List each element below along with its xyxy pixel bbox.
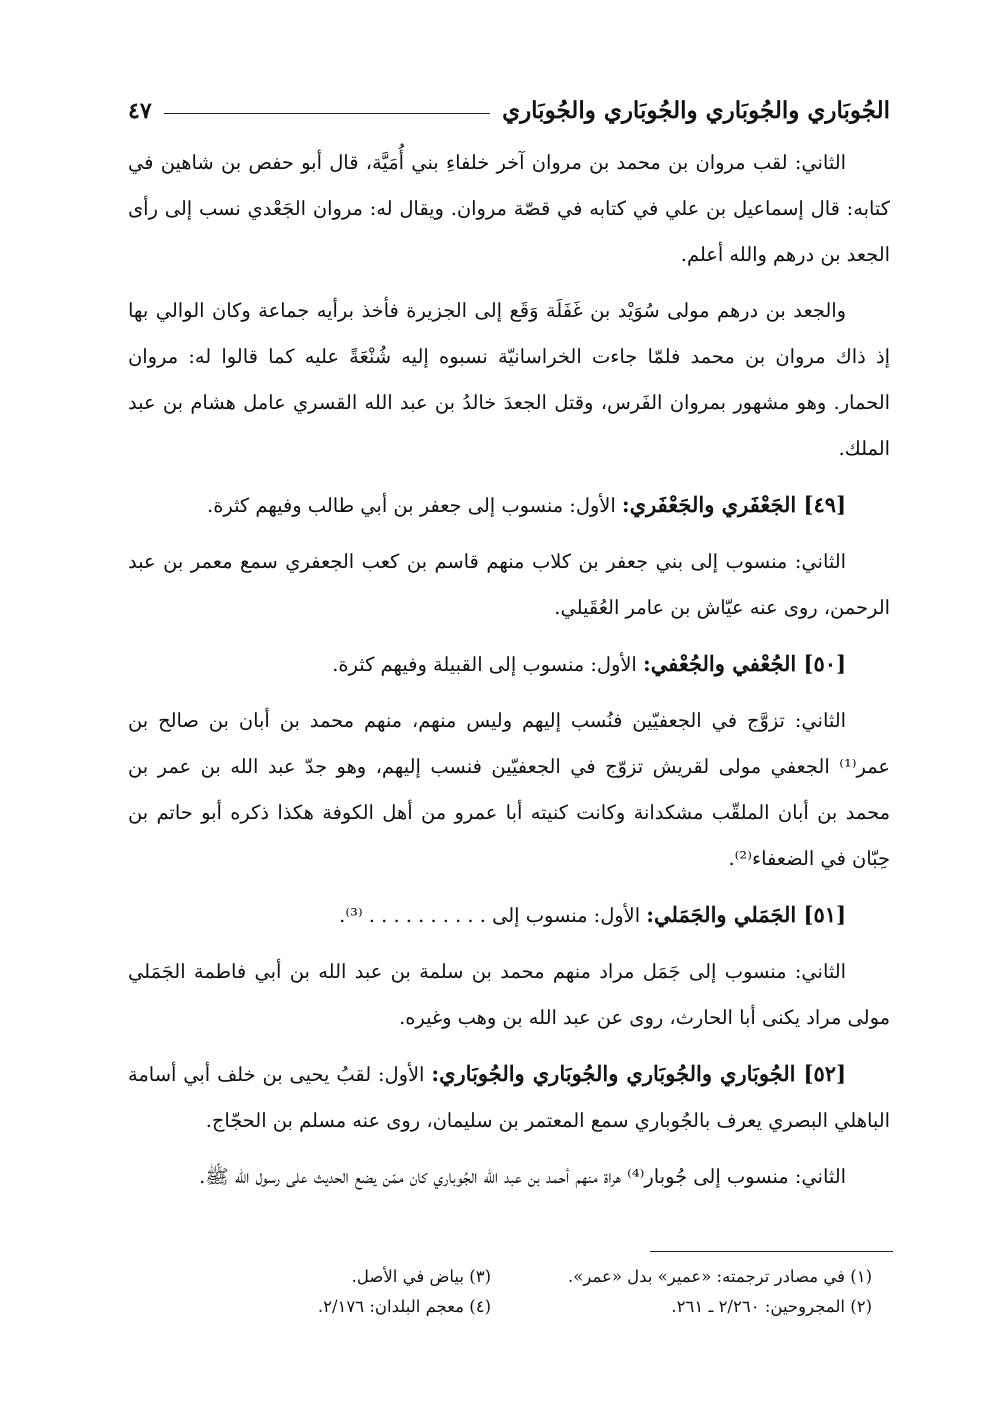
header-title: الجُوبَاري والجُوبَاري والجُوبَاري والجُوبَاري	[502, 97, 890, 124]
entry-heading: [٤٩] الجَعْفَري والجَعْفَري:	[621, 492, 846, 517]
footnotes	[128, 1262, 890, 1322]
paragraph: الثاني: لقب مروان بن محمد بن مروان آخر خلفاءِ بني أُمَيَّة، قال أبو حفص بن شاهين في كتابه: قال إسماعيل بن علي في كتابه في قصّة مروان. ويقال له: مروان الجَعْدي نسب إلى رأى الجعد بن درهم والله أعلم.	[128, 151, 890, 266]
paragraph: الثاني: منسوب إلى بني جعفر بن كلاب منهم قاسم بن كعب الجعفري سمع معمر بن عبد الرحمن، روى عنه عيّاش بن عامر العُقَيلي.	[128, 550, 890, 619]
entry-paragraph: [٤٩] الجَعْفَري والجَعْفَري: الأول: منسوب إلى جعفر بن أبي طالب وفيهم كثرة.	[207, 492, 846, 517]
paragraph: الثاني: تزوَّج في الجعفيّين فنُسب إليهم وليس منهم، منهم محمد بن أبان بن صالح بن عمر⁽¹⁾ الجعفي مولى لقريش تزوّج في الجعفيّين فنسب إليهم، وهو جدّ عبد الله بن عمر بن محمد بن أبان الملقّب مشكدانة وكانت كنيته أبا عمرو من أهل الكوفة هكذا ذكره أبو حاتم بن حِبّان في الضعفاء⁽²⁾.	[128, 709, 890, 870]
header-rule	[164, 113, 490, 114]
footnote: (٣) بياض في الأصل.	[351, 1267, 491, 1286]
page-body	[128, 140, 890, 1210]
entry-heading: [٥٠] الجُعْفي والجُعْفي:	[642, 651, 846, 676]
entry-heading: [٥١] الجَمَلي والجَمَلي:	[646, 902, 846, 927]
entry-heading: [٥٢] الجُوبَاري والجُوبَاري والجُوبَاري والجُوبَاري:	[431, 1061, 846, 1086]
paragraph: الثاني: منسوب إلى جَمَل مراد منهم محمد بن سلمة بن عبد الله بن أبي فاطمة الجَمَلي مولى مراد يكنى أبا الحارث، روى عن عبد الله بن وهب وغيره.	[128, 960, 890, 1029]
entry-paragraph: [٥٢] الجُوبَاري والجُوبَاري والجُوبَاري والجُوبَاري: الأول: لقبُ يحيى بن خلف أبي أسامة الباهلي البصري يعرف بالجُوباري سمع المعتمر بن سليمان، روى عنه مسلم بن الحجّاج.	[128, 1061, 890, 1132]
footnote: (٢) المجروحين: ٢/٢٦٠ ـ ٢٦١.	[671, 1297, 872, 1316]
entry-paragraph: [٥١] الجَمَلي والجَمَلي: الأول: منسوب إلى . . . . . . . . . . ⁽³⁾.	[339, 902, 846, 927]
running-header	[128, 78, 890, 124]
footnote: (٤) معجم البلدان: ٢/١٧٦.	[317, 1297, 491, 1316]
footnote: (١) في مصادر ترجمته: «عمير» بدل «عمر».	[568, 1267, 872, 1286]
entry-paragraph: [٥٠] الجُعْفي والجُعْفي: الأول: منسوب إلى القبيلة وفيهم كثرة.	[332, 651, 846, 676]
page-number: ٤٧	[128, 98, 152, 124]
paragraph: والجعد بن درهم مولى سُوَيْد بن غَفَلَة وَقَع إلى الجزيرة فأخذ برأيه جماعة وكان الوالي بها إذ ذاك مروان بن محمد فلمّا جاءت الخراسانيّة نسبوه إليه شُنْعَةً عليه كما قالوا له: مروان الحمار. وهو مشهور بمروان الفَرس، وقتل الجعدَ خالدُ بن عبد الله القسري عامل هشام بن عبد الملك.	[128, 299, 890, 460]
footnote-rule	[650, 1251, 893, 1252]
paragraph: الثاني: منسوب إلى جُوبار⁽⁴⁾ هراة منهم أحمد بن عبد الله الجُوباري كان ممّن يضع الحديث على رسول الله ﷺ.	[199, 1165, 846, 1188]
